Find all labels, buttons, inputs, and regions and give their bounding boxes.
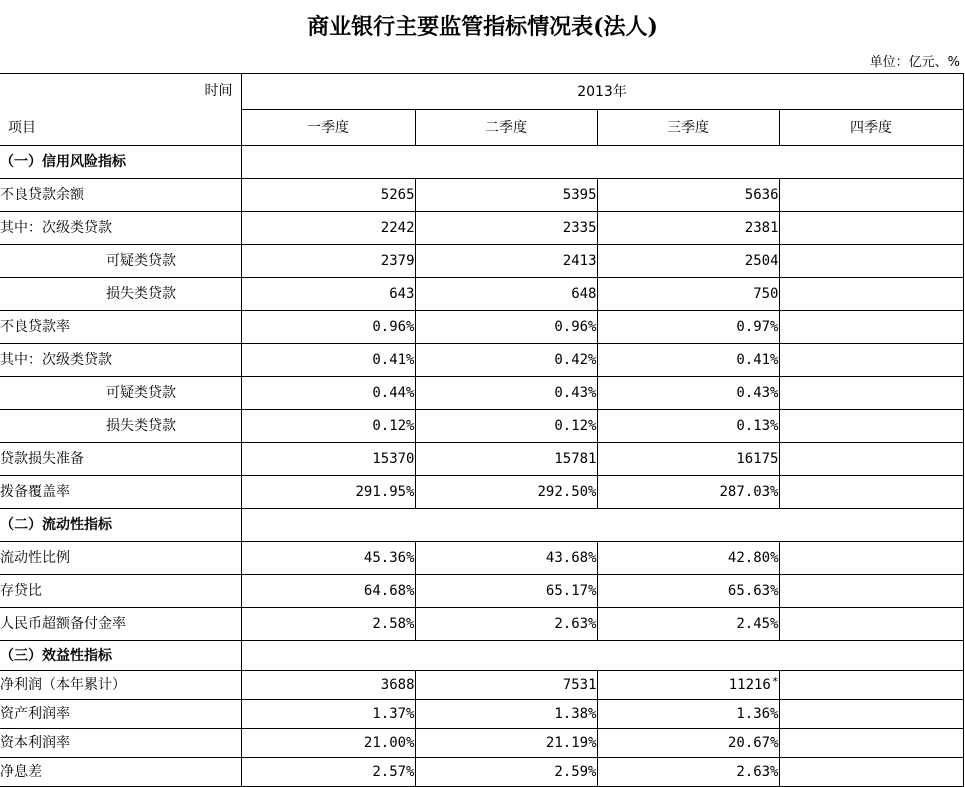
value-q2: 648 [415, 278, 597, 311]
value-q3: 42.80% [597, 542, 779, 575]
value-q3: 287.03% [597, 476, 779, 509]
value-q2: 43.68% [415, 542, 597, 575]
table-row [0, 476, 963, 509]
value-q2: 2335 [415, 212, 597, 245]
table-row [0, 575, 963, 608]
value-q1: 291.95% [241, 476, 415, 509]
value-q1: 2242 [241, 212, 415, 245]
value-q3: 2.45% [597, 608, 779, 641]
item-header: 项目 [8, 120, 36, 136]
section-title: （二）流动性指标 [0, 509, 241, 542]
value-q1: 64.68% [241, 575, 415, 608]
table-row [0, 671, 963, 700]
value-q3: 0.13% [597, 410, 779, 443]
value-q1: 15370 [241, 443, 415, 476]
value-text: 11216 [728, 677, 771, 693]
row-label: 流动性比例 [0, 542, 241, 575]
quarter-header-q4: 四季度 [779, 110, 963, 146]
table-row [0, 443, 963, 476]
table-row [0, 700, 963, 729]
value-q2: 0.42% [415, 344, 597, 377]
value-q4 [779, 245, 963, 278]
row-label: 损失类贷款 [0, 410, 241, 443]
value-q3: 16175 [597, 443, 779, 476]
value-q4 [779, 377, 963, 410]
value-q2: 1.38% [415, 700, 597, 729]
value-q3: 750 [597, 278, 779, 311]
unit-label: 单位：亿元、% [869, 55, 960, 70]
page-title: 商业银行主要监管指标情况表(法人) [307, 14, 658, 40]
row-label: 其中：次级类贷款 [0, 212, 241, 245]
table-row [0, 311, 963, 344]
table-row [0, 758, 963, 787]
value-q4 [779, 443, 963, 476]
section-row [0, 146, 963, 179]
value-q1: 643 [241, 278, 415, 311]
table-row [0, 212, 963, 245]
row-label: 可疑类贷款 [0, 245, 241, 278]
row-label: 存贷比 [0, 575, 241, 608]
row-label: 其中：次级类贷款 [0, 344, 241, 377]
row-label: 净息差 [0, 758, 241, 787]
value-q2: 0.12% [415, 410, 597, 443]
value-q1: 5265 [241, 179, 415, 212]
value-q1: 0.96% [241, 311, 415, 344]
value-q1: 0.12% [241, 410, 415, 443]
value-q3: 5636 [597, 179, 779, 212]
row-label: 净利润（本年累计） [0, 671, 241, 700]
row-label: 资本利润率 [0, 729, 241, 758]
section-row [0, 509, 963, 542]
value-q1: 2.58% [241, 608, 415, 641]
value-q2: 2413 [415, 245, 597, 278]
indicator-table [0, 73, 964, 787]
value-q2: 0.43% [415, 377, 597, 410]
value-q4 [779, 179, 963, 212]
quarter-header-q3: 三季度 [597, 110, 779, 146]
table-row [0, 410, 963, 443]
year-header: 2013年 [241, 74, 963, 110]
section-title: （三）效益性指标 [0, 641, 241, 671]
quarter-header-q1: 一季度 [241, 110, 415, 146]
row-label: 贷款损失准备 [0, 443, 241, 476]
section-title: （一）信用风险指标 [0, 146, 241, 179]
time-header: 时间 [204, 83, 233, 99]
value-q4 [779, 542, 963, 575]
value-q4 [779, 729, 963, 758]
row-label: 资产利润率 [0, 700, 241, 729]
header-row-year [0, 74, 963, 110]
value-q2: 2.63% [415, 608, 597, 641]
value-q1: 3688 [241, 671, 415, 700]
value-q2: 7531 [415, 671, 597, 700]
value-q3: 65.63% [597, 575, 779, 608]
value-q2: 292.50% [415, 476, 597, 509]
table-row [0, 179, 963, 212]
value-q3: 2.63% [597, 758, 779, 787]
table-row [0, 278, 963, 311]
value-q1: 45.36% [241, 542, 415, 575]
header-diagonal-cell [0, 74, 241, 146]
value-q4 [779, 212, 963, 245]
section-blank [241, 641, 963, 671]
table-row [0, 344, 963, 377]
value-q3: 2381 [597, 212, 779, 245]
value-q4 [779, 410, 963, 443]
value-q1: 2379 [241, 245, 415, 278]
section-row [0, 641, 963, 671]
section-blank [241, 509, 963, 542]
value-q2: 65.17% [415, 575, 597, 608]
value-q3: 0.43% [597, 377, 779, 410]
value-q2: 0.96% [415, 311, 597, 344]
value-q4 [779, 344, 963, 377]
row-label: 不良贷款率 [0, 311, 241, 344]
value-q3: 1.36% [597, 700, 779, 729]
value-q2: 15781 [415, 443, 597, 476]
quarter-header-q2: 二季度 [415, 110, 597, 146]
value-q1: 1.37% [241, 700, 415, 729]
footnote-mark: * [771, 675, 779, 688]
table-row [0, 377, 963, 410]
section-blank [241, 146, 963, 179]
value-q2: 2.59% [415, 758, 597, 787]
row-label: 可疑类贷款 [0, 377, 241, 410]
value-q4 [779, 608, 963, 641]
value-q3 [597, 671, 779, 700]
value-q3: 2504 [597, 245, 779, 278]
value-q2: 5395 [415, 179, 597, 212]
value-q1: 0.41% [241, 344, 415, 377]
value-q3: 0.41% [597, 344, 779, 377]
value-q4 [779, 700, 963, 729]
row-label: 不良贷款余额 [0, 179, 241, 212]
table-row [0, 542, 963, 575]
value-q1: 0.44% [241, 377, 415, 410]
value-q4 [779, 758, 963, 787]
value-q4 [779, 476, 963, 509]
value-q1: 21.00% [241, 729, 415, 758]
value-q4 [779, 311, 963, 344]
row-label: 损失类贷款 [0, 278, 241, 311]
value-q4 [779, 671, 963, 700]
value-q1: 2.57% [241, 758, 415, 787]
value-q2: 21.19% [415, 729, 597, 758]
value-q3: 20.67% [597, 729, 779, 758]
value-q3: 0.97% [597, 311, 779, 344]
value-q4 [779, 278, 963, 311]
table-row [0, 245, 963, 278]
table-row [0, 729, 963, 758]
row-label: 拨备覆盖率 [0, 476, 241, 509]
row-label: 人民币超额备付金率 [0, 608, 241, 641]
value-q4 [779, 575, 963, 608]
table-row [0, 608, 963, 641]
